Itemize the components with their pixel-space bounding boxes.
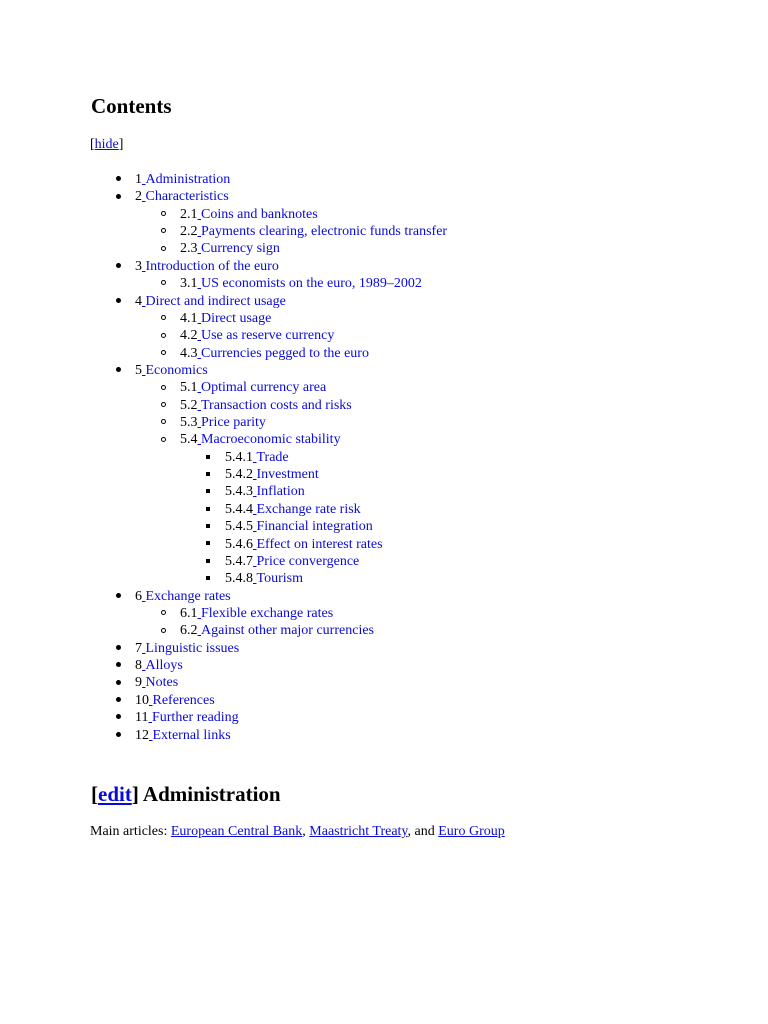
- toc-item: [0, 709, 768, 726]
- toc-bullet-icon: [112, 674, 124, 691]
- toc-item-number: 5.3: [180, 415, 198, 431]
- main-articles: [90, 823, 505, 841]
- toc-bullet-icon: [157, 379, 169, 396]
- main-article-link-maastricht[interactable]: Maastricht Treaty: [309, 824, 408, 839]
- toc-bullet-icon: [157, 223, 169, 240]
- toc-item: [0, 293, 768, 310]
- toc-item-link[interactable]: Linguistic issues: [145, 640, 240, 656]
- toc-item-link[interactable]: Exchange rate risk: [256, 501, 361, 517]
- main-article-link-eurogroup[interactable]: Euro Group: [438, 824, 505, 839]
- toc-bullet-icon: [112, 640, 124, 657]
- toc-item-number: 5.4.3: [225, 484, 253, 500]
- toc-item-link[interactable]: Flexible exchange rates: [201, 605, 334, 621]
- toc-bullet-icon: [157, 431, 169, 448]
- toc-bullet-icon: [157, 622, 169, 639]
- toc-bullet-icon: [202, 466, 214, 483]
- toc-bullet-icon: [202, 483, 214, 500]
- toc-item-number: 2.2: [180, 224, 198, 240]
- toc-item: [0, 727, 768, 744]
- toc-item-link[interactable]: Currencies pegged to the euro: [201, 345, 369, 361]
- toc-item-link[interactable]: Effect on interest rates: [256, 536, 383, 552]
- toc-item: [0, 188, 768, 205]
- toc-item-number: 3.1: [180, 276, 198, 292]
- toc-item: [0, 674, 768, 691]
- toc-item-number: 10: [135, 692, 149, 708]
- toc-item-number: 5: [135, 362, 142, 378]
- toc-toggle: [90, 136, 123, 154]
- toc-item-link[interactable]: Further reading: [151, 710, 239, 726]
- toc-bullet-icon: [157, 345, 169, 362]
- toc-item-link[interactable]: Trade: [256, 449, 289, 465]
- toc-item-number: 5.4.2: [225, 467, 253, 483]
- toc-item: [0, 466, 768, 483]
- toc-item-link[interactable]: Economics: [145, 362, 208, 378]
- toc-item-link[interactable]: Price convergence: [256, 553, 360, 569]
- toc-bullet-icon: [157, 240, 169, 257]
- toc-item: [0, 345, 768, 362]
- toc-bullet-icon: [112, 692, 124, 709]
- toc-item: [0, 310, 768, 327]
- toc-bullet-icon: [202, 501, 214, 518]
- toc-item: [0, 588, 768, 605]
- toc-item-link[interactable]: Administration: [145, 172, 231, 187]
- toc-item: [0, 414, 768, 431]
- toc-item: [0, 605, 768, 622]
- toc-item-number: 4: [135, 293, 142, 309]
- toc-item: [0, 362, 768, 379]
- toc-item-number: 2.3: [180, 241, 198, 257]
- toc-item-number: 8: [135, 658, 142, 674]
- toc-bullet-icon: [157, 327, 169, 344]
- toc-item-link[interactable]: US economists on the euro, 1989–2002: [201, 276, 422, 292]
- toc-item-number: 1: [135, 172, 142, 187]
- toc-title: Contents: [91, 94, 172, 118]
- toc-item-number: 11: [135, 710, 149, 726]
- toc-item-link[interactable]: Transaction costs and risks: [201, 397, 352, 413]
- toc-item: [0, 258, 768, 275]
- toc-item: [0, 379, 768, 396]
- toc-item-number: 4.2: [180, 328, 198, 344]
- toc-bullet-icon: [157, 310, 169, 327]
- toc-item-number: 5.4.5: [225, 519, 253, 535]
- toc-item-number: 2: [135, 189, 142, 205]
- toc-item: [0, 240, 768, 257]
- toc-bullet-icon: [157, 414, 169, 431]
- toc-bullet-icon: [202, 536, 214, 553]
- toc-item-number: 12: [135, 727, 149, 743]
- toc-item: [0, 657, 768, 674]
- toc-item-link[interactable]: Exchange rates: [145, 588, 231, 604]
- toc-item-number: 5.2: [180, 397, 198, 413]
- toc-bullet-icon: [112, 362, 124, 379]
- toc-bullet-icon: [157, 206, 169, 223]
- toc-item-link[interactable]: Alloys: [145, 658, 183, 674]
- toc-item-number: 5.1: [180, 380, 198, 396]
- edit-bracket-open: [: [91, 782, 98, 806]
- toc-item: [0, 397, 768, 414]
- toggle-bracket-open: [: [90, 137, 95, 152]
- toc-item: [0, 692, 768, 709]
- toc-item-number: 5.4.8: [225, 571, 253, 587]
- toc-list: [0, 171, 768, 744]
- toc-item: [0, 518, 768, 535]
- toc-item-link[interactable]: Characteristics: [145, 189, 229, 205]
- toc-bullet-icon: [157, 397, 169, 414]
- toc-item-number: 5.4: [180, 432, 198, 448]
- toc-item-link[interactable]: External links: [152, 727, 231, 743]
- toc-bullet-icon: [112, 709, 124, 726]
- toc-bullet-icon: [112, 657, 124, 674]
- toc-item-number: 5.4.7: [225, 553, 253, 569]
- toc-item: [0, 223, 768, 240]
- toc-item-number: 5.4.1: [225, 449, 253, 465]
- main-articles-comma: ,: [302, 824, 306, 839]
- toc-item-number: 5.4.4: [225, 501, 253, 517]
- toc-item-link[interactable]: Currency sign: [201, 241, 280, 257]
- edit-section-link[interactable]: edit: [98, 782, 132, 806]
- toc-item-number: 6.2: [180, 623, 198, 639]
- toc-item: [0, 275, 768, 292]
- toc-item-number: 4.1: [180, 310, 198, 326]
- main-articles-prefix: Main articles:: [90, 824, 168, 839]
- toc-item: [0, 570, 768, 587]
- toc-bullet-icon: [112, 293, 124, 310]
- toc-item-number: 6.1: [180, 605, 198, 621]
- toc-item-number: 7: [135, 640, 142, 656]
- toc-item-link[interactable]: Payments clearing, electronic funds transfer: [201, 224, 448, 240]
- toc-item: [0, 449, 768, 466]
- toc-item-number: 6: [135, 588, 142, 604]
- toc-item: [0, 536, 768, 553]
- toc-item-number: 5.4.6: [225, 536, 253, 552]
- toggle-bracket-close: ]: [118, 137, 124, 152]
- toc-bullet-icon: [112, 258, 124, 275]
- toc-bullet-icon: [112, 588, 124, 605]
- toc-item: [0, 431, 768, 448]
- section-title: Administration: [142, 782, 281, 806]
- toc-bullet-icon: [202, 570, 214, 587]
- toc-item-link[interactable]: Notes: [145, 675, 179, 691]
- toc-item-link[interactable]: Inflation: [256, 484, 305, 500]
- toc-item-number: 4.3: [180, 345, 198, 361]
- toc-item: [0, 483, 768, 500]
- toc-item-link[interactable]: Optimal currency area: [201, 380, 327, 396]
- toc-item: [0, 640, 768, 657]
- toc-item-link[interactable]: Price parity: [201, 415, 266, 431]
- toc-bullet-icon: [157, 605, 169, 622]
- toc-item-link[interactable]: Against other major currencies: [201, 623, 374, 639]
- main-articles-and: , and: [407, 824, 435, 839]
- toc-item: [0, 501, 768, 518]
- toc-item-link[interactable]: Investment: [256, 467, 319, 483]
- toc-bullet-icon: [202, 449, 214, 466]
- toc-bullet-icon: [202, 553, 214, 570]
- toc-item-link[interactable]: Use as reserve currency: [201, 328, 335, 344]
- toc-bullet-icon: [157, 275, 169, 292]
- toc-item: [0, 171, 768, 188]
- toc-item: [0, 206, 768, 223]
- toc-item-number: 9: [135, 675, 142, 691]
- section-heading: [91, 780, 281, 808]
- toc-bullet-icon: [112, 171, 124, 188]
- toc-item-link[interactable]: Direct and indirect usage: [145, 293, 286, 309]
- toc-item-link[interactable]: Coins and banknotes: [201, 206, 318, 222]
- toc-item-number: 2.1: [180, 206, 198, 222]
- toc-bullet-icon: [112, 188, 124, 205]
- toc-item: [0, 553, 768, 570]
- toc-item-link[interactable]: Financial integration: [256, 519, 373, 535]
- toc-item-link[interactable]: Direct usage: [201, 310, 272, 326]
- main-article-link-ecb[interactable]: European Central Bank: [170, 824, 303, 839]
- toc-item: [0, 327, 768, 344]
- toc-item-link[interactable]: References: [152, 692, 215, 708]
- toc-bullet-icon: [202, 518, 214, 535]
- toc-item-number: 3: [135, 258, 142, 274]
- edit-bracket-close: ]: [131, 782, 139, 806]
- toc-item-link[interactable]: Macroeconomic stability: [201, 432, 341, 448]
- hide-toc-link[interactable]: hide: [94, 137, 119, 152]
- toc-item-link[interactable]: Introduction of the euro: [145, 258, 279, 274]
- toc-item-link[interactable]: Tourism: [256, 571, 303, 587]
- toc-bullet-icon: [112, 727, 124, 744]
- toc-item: [0, 622, 768, 639]
